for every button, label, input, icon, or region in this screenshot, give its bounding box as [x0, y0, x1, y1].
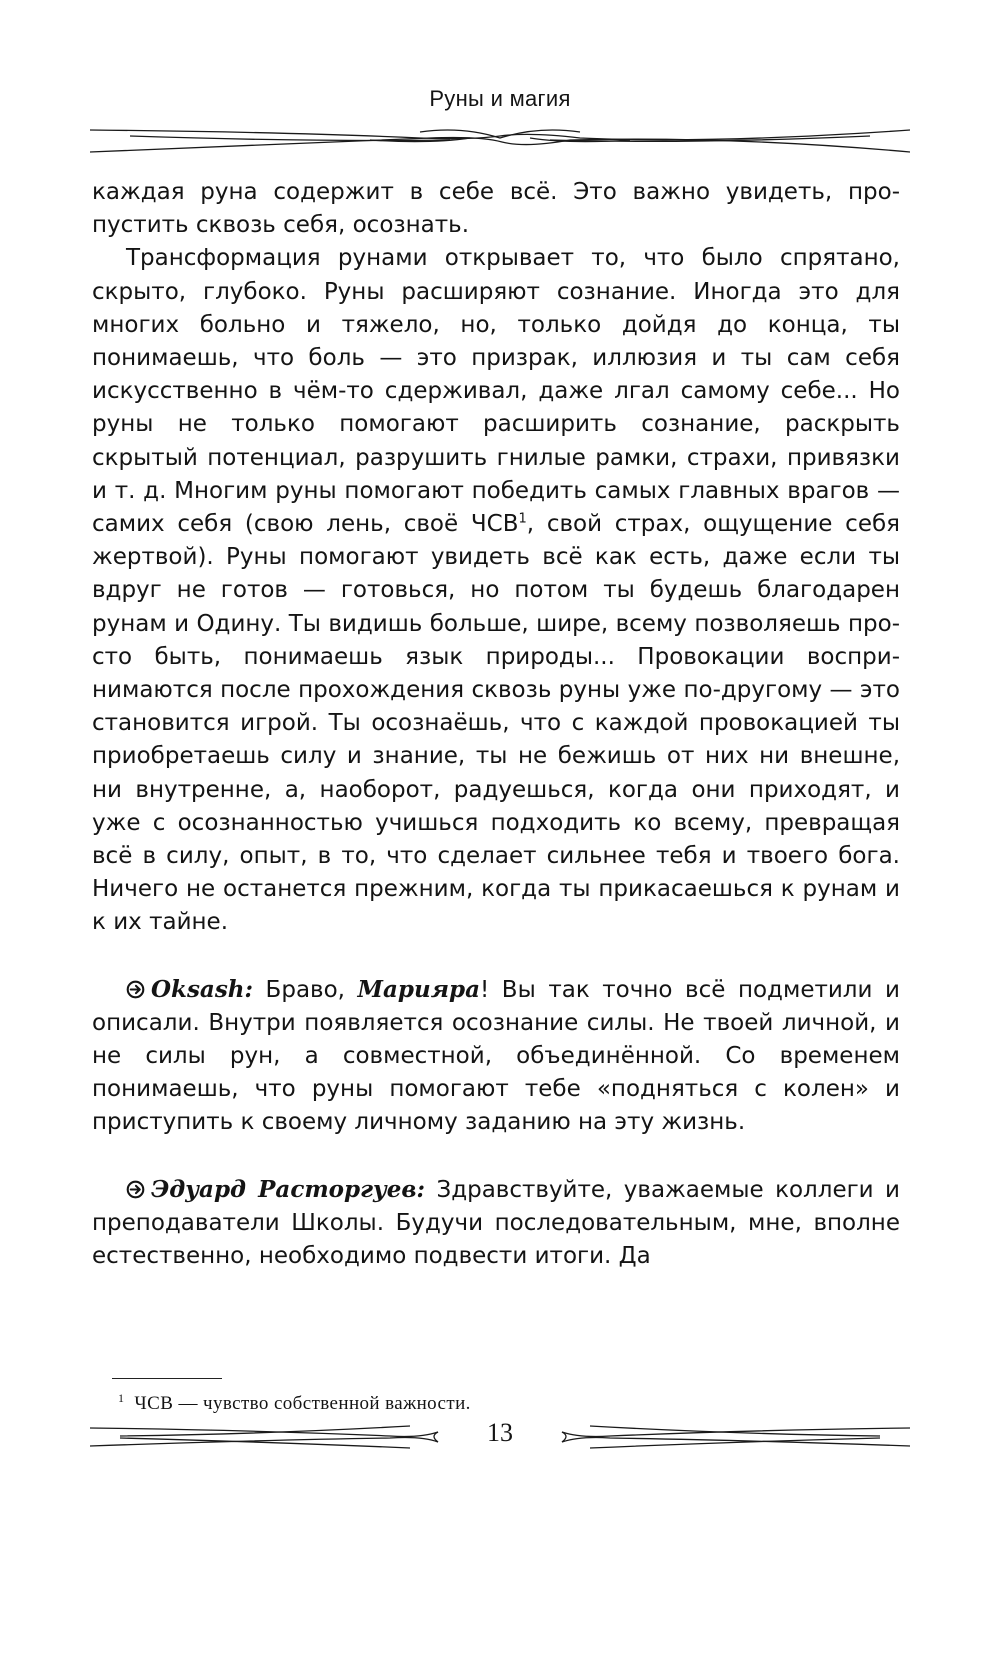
top-ornament-divider [90, 122, 910, 158]
speaker-name: Эдуард Расторгуев: [151, 1175, 426, 1203]
paragraph-transformation [92, 242, 900, 939]
footnote-number: 1 [118, 1390, 125, 1405]
comment-text: Здравствуйте, уважаемые коллеги и преподаватели Школы. Будучи последовательным, мне, вполне естественно, необходимо подвести итоги. Да [92, 1176, 900, 1270]
paragraph-continuation: каждая руна содержит в себе всё. Это важно увидеть, пропустить сквозь себя, осознать. [92, 179, 900, 239]
comment-text: ! Вы так точно всё подметили и описали. Внутри появляется осознание силы. Не твоей личной, и не силы рун, а совместной, объединённой. Со временем понимаешь, что руны помогают тебе «подняться с колен» и приступить к своему личному заданию на эту жизнь. [92, 976, 900, 1136]
footnote-text: ЧСВ — чувство собственной важности. [134, 1393, 471, 1414]
page-number: 13 [487, 1418, 513, 1447]
comment-text: Браво, [252, 976, 358, 1003]
speaker-arrow-icon [126, 1180, 145, 1199]
addressee-name: Марияра [357, 975, 481, 1003]
speaker-arrow-icon [126, 980, 145, 999]
paragraph-text: , свой страх, ощущение себя жертвой). Руны помогают увидеть всё как есть, даже если ты вдруг не готов — готовься, но потом ты будешь благодарен рунам и Одину. Ты видишь больше, шире, всему позволяешь просто быть, понимаешь язык природы... Провокации воспринимаются после прохождения сквозь руны уже по-другому — это становится игрой. Ты осознаёшь, что с каждой провокацией ты приобретаешь силу и знание, ты не бежишь от них ни внешне, ни внутренне, а, наоборот, радуешься, когда они приходят, и уже с осознанностью учишься подходить ко всему, превращая всё в силу, опыт, в то, что сделает сильнее тебя и твоего бога. Ничего не останется прежним, когда ты прикасаешься к рунам и к их тайне. [92, 511, 900, 936]
comment-eduard [92, 1173, 900, 1274]
footnote [118, 1390, 471, 1415]
comment-oksash [92, 973, 900, 1140]
running-title: Руны и магия [429, 86, 571, 111]
main-text [92, 176, 900, 1273]
footnote-divider [112, 1378, 222, 1379]
footnote-reference[interactable]: 1 [518, 511, 527, 527]
speaker-name: Oksash: [151, 975, 253, 1003]
paragraph-text: Трансформация рунами открывает то, что было спрятано, скрыто, глубоко. Руны расширяют сознание. Иногда это для многих больно и тяжело, но, только дойдя до конца, ты понимаешь, что боль — это призрак, иллюзия и ты сам себя искусственно в чём-то сдерживал, даже лгал самому себе... Но руны не только помогают расширить сознание, раскрыть скрытый потенциал, разрушить гнилые рамки, страхи, привязки и т. д. Многим руны помогают победить самых главных врагов — самих себя (свою лень, своё ЧСВ [92, 245, 900, 538]
